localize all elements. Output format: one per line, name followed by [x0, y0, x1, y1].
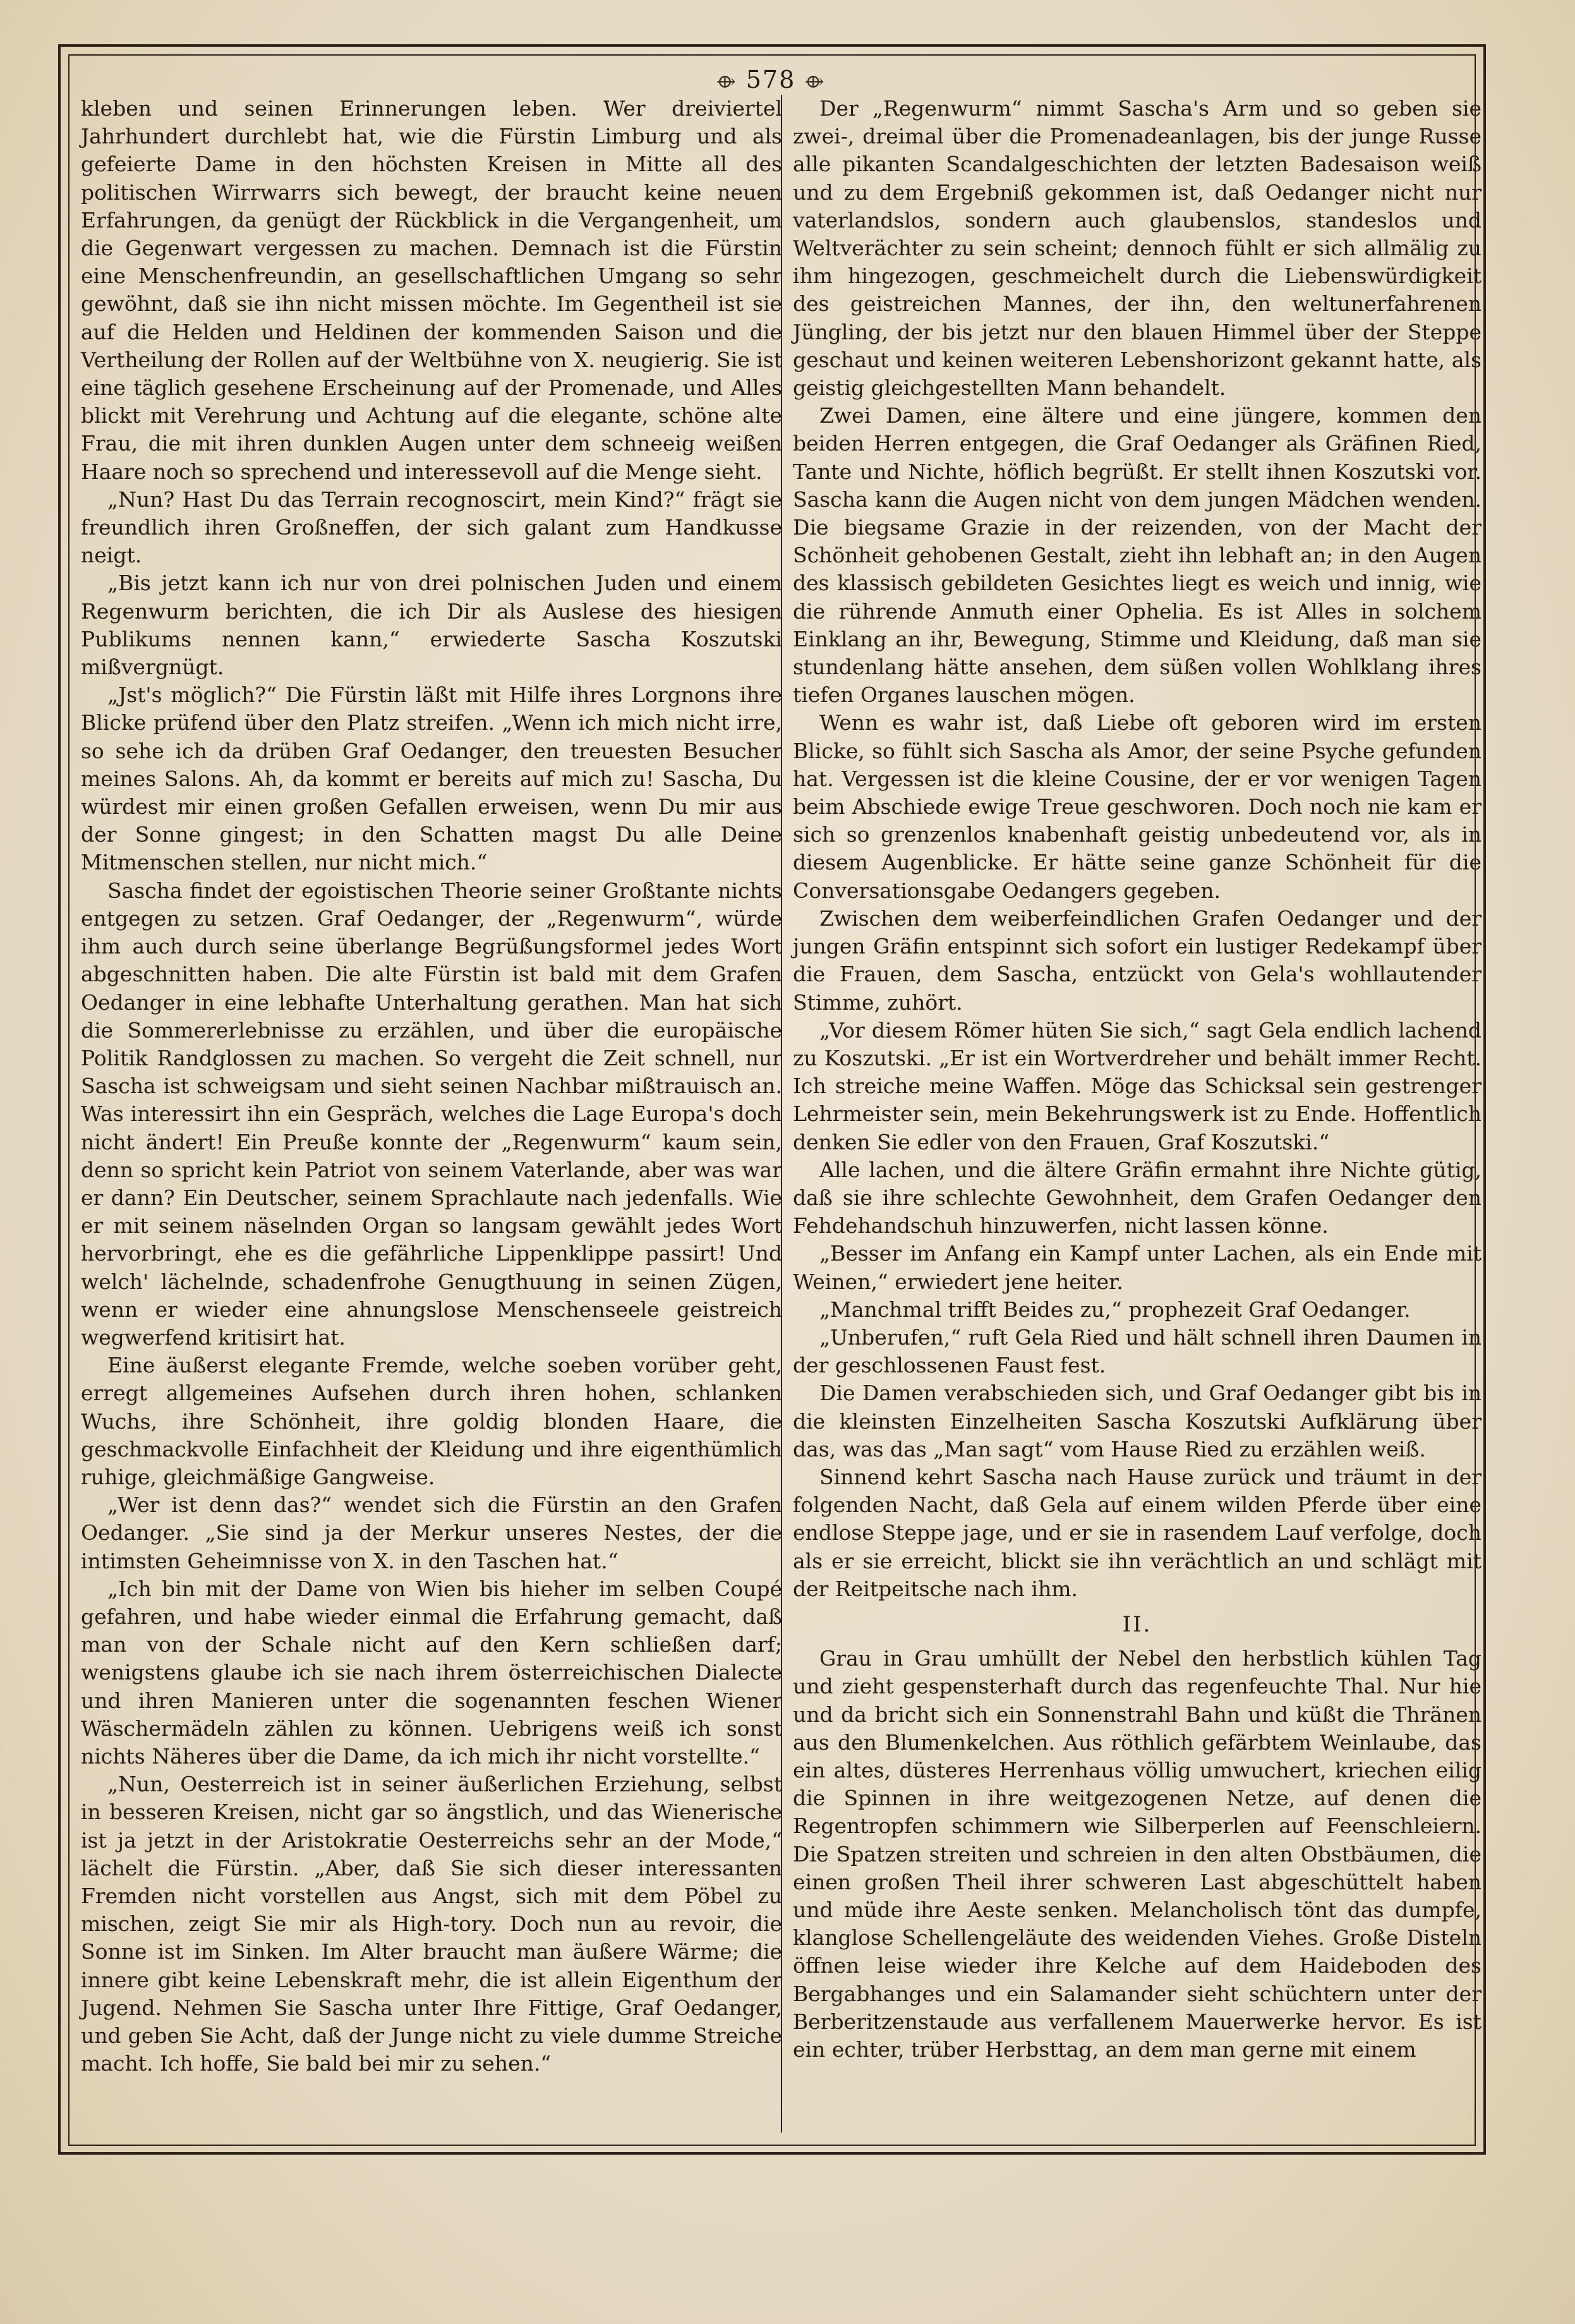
page-number — [695, 61, 847, 99]
paragraph: Eine äußerst elegante Fremde, welche soeben vorüber geht, erregt allgemeines Aufsehen durch ihren hohen, schlanken Wuchs, ihre Schönheit, ihre goldig blonden Haare, die geschmackvolle Einfachheit der Kleidung und ihre eigenthümlich ruhige, gleichmäßige Gangweise. — [81, 1353, 782, 1489]
paragraph: Zwischen dem weiberfeindlichen Grafen Oedanger und der jungen Gräfin entspinnt sich sofort ein lustiger Redekampf über die Frauen, dem Sascha, entzückt von Gela's wohllautender Stimme, zuhört. — [793, 905, 1481, 1015]
section-heading: II. — [1122, 1611, 1152, 1637]
paragraph: Grau in Grau umhüllt der Nebel den herbstlich kühlen Tag und zieht gespensterhaft durch das regenfeuchte Thal. Nur hie und da bricht sich ein Sonnenstrahl Bahn und küßt die Thränen aus den Blumenkelchen. Aus röthlich gefärbtem Weinlaube, das ein altes, düsteres Herrenhaus völlig umwuchert, kriechen eilig die Spinnen in ihre weitgezogenen Netze, auf denen die Regentropfen schimmern wie Silberperlen auf Feenschleiern. Die Spatzen streiten und schreien in den alten Obstbäumen, die einen großen Theil ihrer schweren Last abgeschüttelt haben und müde ihre Aeste senken. Melancholisch tönt das dumpfe, klanglose Schellengeläute des weidenden Viehes. Große Disteln öffnen leise wieder ihre Kelche auf dem Haideboden des Bergabhanges und ein Salamander sieht schüchtern unter der Berberitzenstaude aus verfallenem Mauerwerke hervor. Es ist ein echter, trüber Herbsttag, an dem man gerne mit einem — [793, 1646, 1481, 2062]
right-column — [793, 95, 1481, 2064]
paragraph: Alle lachen, und die ältere Gräfin ermahnt ihre Nichte gütig, daß sie ihre schlechte Gewohnheit, dem Grafen Oedanger den Fehdehandschuh hinzuwerfen, nicht lassen könne. — [793, 1157, 1481, 1238]
paragraph: „Manchmal trifft Beides zu,“ prophezeit Graf Oedanger. — [819, 1297, 1411, 1322]
paragraph: Sinnend kehrt Sascha nach Hause zurück und träumt in der folgenden Nacht, daß Gela auf einem wilden Pferde über eine endlose Steppe jage, und er sie in rasendem Lauf verfolge, doch als er sie erreicht, blickt sie ihn verächtlich an und schlägt mit der Reitpeitsche nach ihm. — [793, 1464, 1481, 1601]
paragraph: Die Damen verabschieden sich, und Graf Oedanger gibt bis in die kleinsten Einzelheiten Sascha Koszutski Aufklärung über das, was das „Man sagt“ vom Hause Ried zu erzählen weiß. — [793, 1381, 1481, 1462]
paragraph: „Wer ist denn das?“ wendet sich die Fürstin an den Grafen Oedanger. „Sie sind ja der Merkur unseres Nestes, der die intimsten Geheimnisse von X. in den Taschen hat.“ — [81, 1492, 782, 1573]
paragraph: „Bis jetzt kann ich nur von drei polnischen Juden und einem Regenwurm berichten, die ich Dir als Auslese des hiesigen Publikums nennen kann,“ erwiederte Sascha Koszutski mißvergnügt. — [81, 571, 782, 680]
paragraph: „Ich bin mit der Dame von Wien bis hieher im selben Coupé gefahren, und habe wieder einmal die Erfahrung gemacht, daß man von der Schale nicht auf den Kern schließen darf; wenigstens glaube ich sie nach ihrem österreichischen Dialecte und ihren Manieren unter die sogenannten feschen Wiener Wäschermädeln zählen zu können. Uebrigens weiß ich sonst nichts Näheres über die Dame, da ich mich ihr nicht vorstellte.“ — [81, 1576, 782, 1769]
paragraph: kleben und seinen Erinnerungen leben. Wer dreiviertel Jahrhundert durchlebt hat, wie die Fürstin Limburg und als gefeierte Dame in den höchsten Kreisen in Mitte all des politischen Wirrwarrs sich bewegt, der braucht keine neuen Erfahrungen, da genügt der Rückblick in die Vergangenheit, um die Gegenwart vergessen zu machen. Demnach ist die Fürstin eine Menschenfreundin, an gesellschaftlichen Umgang so sehr gewöhnt, daß sie ihn nicht missen möchte. Im Gegentheil ist sie auf die Helden und Heldinen der kommenden Saison und die Vertheilung der Rollen auf der Weltbühne von X. neugierig. Sie ist eine täglich gesehene Erscheinung auf der Promenade, und Alles blickt mit Verehrung und Achtung auf die elegante, schöne alte Frau, die mit ihren dunklen Augen unter dem schneeig weißen Haare noch so sprechend und interessevoll auf die Menge sieht. — [81, 96, 782, 484]
paragraph: Der „Regenwurm“ nimmt Sascha's Arm und so geben sie zwei-, dreimal über die Promenadeanlagen, bis der junge Russe alle pikanten Scandalgeschichten der letzten Badesaison weiß und zu dem Ergebniß gekommen ist, daß Oedanger nicht nur vaterlandslos, sondern auch glaubenslos, standeslos und Weltverächter zu sein scheint; dennoch fühlt er sich allmälig zu ihm hingezogen, geschmeichelt durch die Liebenswürdigkeit des geistreichen Mannes, der ihn, den weltunerfahrenen Jüngling, der bis jetzt nur den blauen Himmel über der Steppe geschaut und keinen weiteren Lebenshorizont gekannt hatte, als geistig gleichgestellten Mann behandelt. — [793, 96, 1481, 401]
paragraph: „Vor diesem Römer hüten Sie sich,“ sagt Gela endlich lachend zu Koszutski. „Er ist ein Wortverdreher und behält immer Recht. Ich streiche meine Waffen. Möge das Schicksal sein gestrenger Lehrmeister sein, mein Bekehrungswerk ist zu Ende. Hoffentlich denken Sie edler von den Frauen, Graf Koszutski.“ — [793, 1017, 1481, 1154]
paragraph: „Nun? Hast Du das Terrain recognoscirt, mein Kind?“ frägt sie freundlich ihren Großneffen, der sich galant zum Handkusse neigt. — [81, 487, 782, 568]
ornament-left-icon: ⟴ — [716, 71, 737, 93]
ornament-right-icon: ⟴ — [804, 71, 826, 93]
paragraph: „Unberufen,“ ruft Gela Ried und hält schnell ihren Daumen in der geschlossenen Faust fest. — [793, 1324, 1481, 1378]
paragraph: Wenn es wahr ist, daß Liebe oft geboren wird im ersten Blicke, so fühlt sich Sascha als Amor, der seine Psyche gefunden hat. Vergessen ist die kleine Cousine, der er vor wenigen Tagen beim Abschiede ewige Treue geschworen. Doch noch nie kam er sich so grenzenlos knabenhaft geistig unbedeutend vor, als in diesem Augenblicke. Er hätte seine ganze Schönheit für die Conversationsgabe Oedangers gegeben. — [793, 710, 1481, 903]
paragraph: Zwei Damen, eine ältere und eine jüngere, kommen den beiden Herren entgegen, die Graf Oedanger als Gräfinen Ried, Tante und Nichte, höflich begrüßt. Er stellt ihnen Koszutski vor. Sascha kann die Augen nicht von dem jungen Mädchen wenden. Die biegsame Grazie in der reizenden, von der Macht der Schönheit gehobenen Gestalt, zieht ihn lebhaft an; in den Augen des klassisch gebildeten Gesichtes liegt es weich und innig, wie die rührende Anmuth einer Ophelia. Es ist Alles in solchem Einklang an ihr, Bewegung, Stimme und Kleidung, daß man sie stundenlang hätte ansehen, dem süßen vollen Wohlklang ihres tiefen Organes lauschen mögen. — [793, 403, 1481, 708]
paragraph: Sascha findet der egoistischen Theorie seiner Großtante nichts entgegen zu setzen. Graf Oedanger, der „Regenwurm“, würde ihm auch durch seine überlange Begrüßungsformel jedes Wort abgeschnitten haben. Die alte Fürstin ist bald mit dem Grafen Oedanger in eine lebhafte Unterhaltung gerathen. Man hat sich die Sommererlebnisse zu erzählen, und über die europäische Politik Randglossen zu machen. So vergeht die Zeit schnell, nur Sascha ist schweigsam und sieht seinen Nachbar mißtrauisch an. Was interessirt ihn ein Gespräch, welches die Lage Europa's doch nicht ändert! Ein Preuße konnte der „Regenwurm“ kaum sein, denn so spricht kein Patriot von seinem Vaterlande, aber was war er dann? Ein Deutscher, seinem Sprachlaute nach jedenfalls. Wie er mit seinem näselnden Organ so langsam gewählt jedes Wort hervorbringt, ehe es die gefährliche Lippenklippe passirt! Und welch' lächelnde, schadenfrohe Genugthuung in seinen Zügen, wenn er wieder eine ahnungslose Menschenseele geistreich wegwerfend kritisirt hat. — [81, 878, 782, 1350]
paragraph: „Nun, Oesterreich ist in seiner äußerlichen Erziehung, selbst in besseren Kreisen, nicht gar so ängstlich, und das Wienerische ist ja jetzt in der Aristokratie Oesterreichs sehr an der Mode,“ lächelt die Fürstin. „Aber, daß Sie sich dieser interessanten Fremden nicht vorstellen aus Angst, sich mit dem Pöbel zu mischen, zeigt Sie mir als High-tory. Doch nun au revoir, die Sonne ist im Sinken. Im Alter braucht man äußere Wärme; die innere gibt keine Lebenskraft mehr, die ist allein Eigenthum der Jugend. Nehmen Sie Sascha unter Ihre Fittige, Graf Oedanger, und geben Sie Acht, daß der Junge nicht zu viele dumme Streiche macht. Ich hoffe, Sie bald bei mir zu sehen.“ — [81, 1772, 782, 2076]
left-column — [81, 95, 782, 2078]
paragraph: „Jst's möglich?“ Die Fürstin läßt mit Hilfe ihres Lorgnons ihre Blicke prüfend über den Platz streifen. „Wenn ich mich nicht irre, so sehe ich da drüben Graf Oedanger, den treuesten Besucher meines Salons. Ah, da kommt er bereits auf mich zu! Sascha, Du würdest mir einen großen Gefallen erweisen, wenn Du mir aus der Sonne gingest; in den Schatten magst Du alle Deine Mitmenschen stellen, nur nicht mich.“ — [81, 682, 782, 875]
paragraph: „Besser im Anfang ein Kampf unter Lachen, als ein Ende mit Weinen,“ erwiedert jene heiter. — [793, 1241, 1481, 1294]
page-number-text: 578 — [745, 66, 796, 94]
